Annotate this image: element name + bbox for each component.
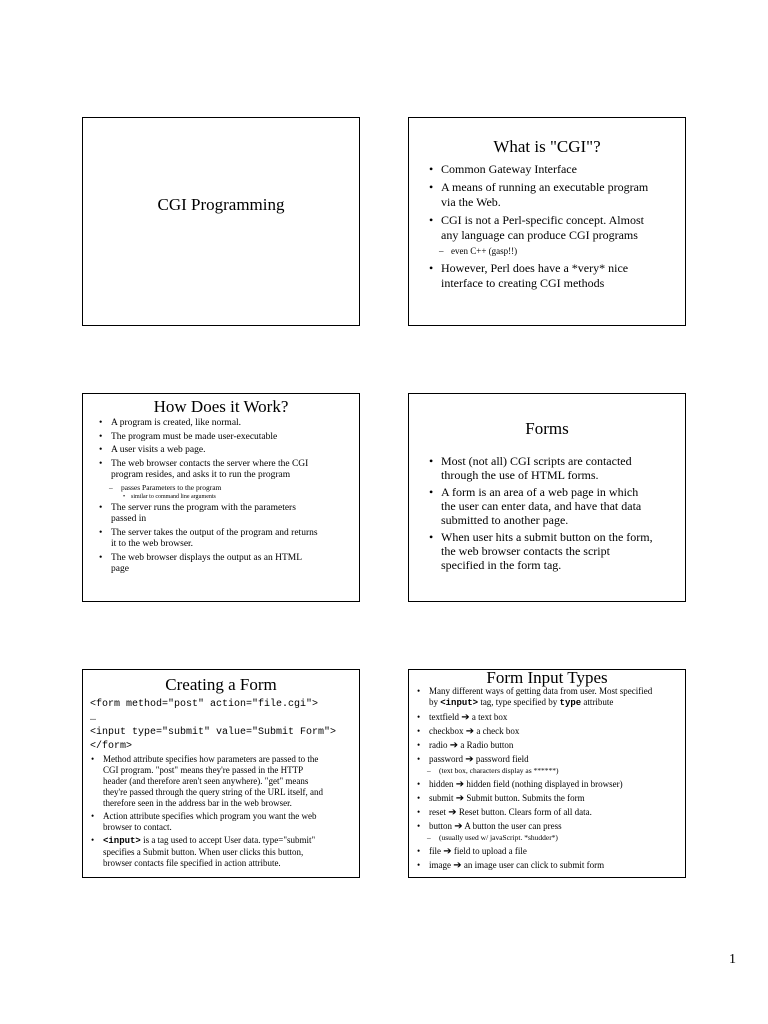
slide-title: What is "CGI"? [493, 137, 601, 156]
list-item: • textfield ➔ a text box [417, 712, 508, 723]
arrow-icon: ➔ [465, 754, 474, 765]
bullet-list [415, 686, 687, 871]
list-item: • image ➔ an image user can click to submit form [417, 860, 605, 871]
code-line: … [90, 713, 97, 724]
list-item: • Method attribute specifies how parameters are passed to the CGI program. "post" means they're passed in the HTTP header (and therefore aren't seen anywhere). "get" means they're passed through the query string of the URL itself, and therefore seen in the address bar in the web browser. [91, 754, 323, 808]
arrow-icon: ➔ [453, 860, 462, 871]
list-item: • A form is an area of a web page in which the user can enter data, and have that data submitted to another page. [429, 485, 642, 527]
bullet-list [427, 162, 683, 291]
sub-sub-list-item: • similar to command line arguments [123, 493, 216, 500]
list-item: • However, Perl does have a *very* nice interface to creating CGI methods [429, 261, 629, 290]
list-item: • A user visits a web page. [99, 445, 206, 455]
slide-title: Creating a Form [165, 675, 277, 694]
arrow-icon: ➔ [461, 712, 470, 723]
list-item: • The web browser displays the output as an HTML page [99, 552, 303, 574]
list-item: • Common Gateway Interface [429, 162, 577, 176]
slide-how-does-it-work [82, 393, 360, 602]
arrow-icon: ➔ [454, 821, 463, 832]
arrow-icon: ➔ [443, 846, 452, 857]
arrow-icon: ➔ [448, 807, 457, 818]
list-item: • <input> is a tag used to accept User data. type="submit" specifies a Submit button. When user clicks this button, browser contacts file specified in action attribute. [91, 835, 316, 868]
page-number: 1 [729, 952, 736, 967]
list-item: • CGI is not a Perl-specific concept. Almost any language can produce CGI programs [429, 213, 644, 242]
slide-form-input-types [408, 669, 686, 878]
code-line: <form method="post" action="file.cgi"> [90, 699, 319, 710]
list-item: • checkbox ➔ a check box [417, 726, 520, 737]
arrow-icon: ➔ [455, 779, 465, 790]
list-item: • password ➔ password field [417, 754, 529, 765]
bullet-list [427, 454, 683, 572]
slide-what-is-cgi [408, 117, 686, 326]
slide-title: Form Input Types [486, 668, 608, 687]
sub-list-item: – (text box, characters display as ******) [427, 766, 559, 775]
list-item: • reset ➔ Reset button. Clears form of all data. [417, 807, 592, 818]
list-item: • Action attribute specifies which program you want the web browser to contact. [91, 811, 317, 832]
list-item: • The web browser contacts the server where the CGI program resides, and asks it to run the program [99, 458, 309, 480]
list-item: • The server runs the program with the parameters passed in [99, 502, 296, 524]
code-snippet [90, 698, 358, 754]
list-item: • When user hits a submit button on the form, the web browser contacts the script specified in the form tag. [429, 530, 653, 572]
slide-cgi-programming [82, 117, 360, 326]
arrow-icon: ➔ [465, 726, 475, 737]
list-item: • file ➔ field to upload a file [417, 846, 527, 857]
slide-title: CGI Programming [157, 195, 285, 214]
list-item: • hidden ➔ hidden field (nothing displayed in browser) [417, 779, 623, 790]
code-line: <input type="submit" value="Submit Form"> [90, 727, 337, 738]
arrow-icon: ➔ [455, 793, 465, 804]
slide-title: How Does it Work? [153, 397, 289, 416]
bullet-list [97, 418, 359, 576]
slide-creating-a-form [82, 669, 360, 878]
arrow-icon: ➔ [449, 740, 459, 751]
list-item: • radio ➔ a Radio button [417, 740, 514, 751]
sub-list-item: – (usually used w/ javaScript. *shudder*) [427, 833, 558, 842]
list-item: • Many different ways of getting data from user. Most specified by <input> tag, type specified by type attribute [417, 686, 653, 708]
slide-forms [408, 393, 686, 602]
list-item: • A program is created, like normal. [99, 418, 242, 428]
list-item: • button ➔ A button the user can press [417, 821, 562, 832]
list-item: • The server takes the output of the program and returns it to the web browser. [99, 527, 318, 549]
sub-list-item: – passes Parameters to the program [109, 482, 222, 492]
list-item: • A means of running an executable program via the Web. [429, 180, 649, 209]
code-line: </form> [90, 741, 133, 752]
bullet-list [89, 754, 357, 869]
list-item: • submit ➔ Submit button. Submits the form [417, 793, 585, 804]
list-item: • The program must be made user-executable [99, 431, 278, 442]
sub-list-item: – even C++ (gasp!!) [439, 246, 518, 256]
slide-title: Forms [525, 419, 569, 438]
list-item: • Most (not all) CGI scripts are contacted through the use of HTML forms. [429, 454, 632, 482]
